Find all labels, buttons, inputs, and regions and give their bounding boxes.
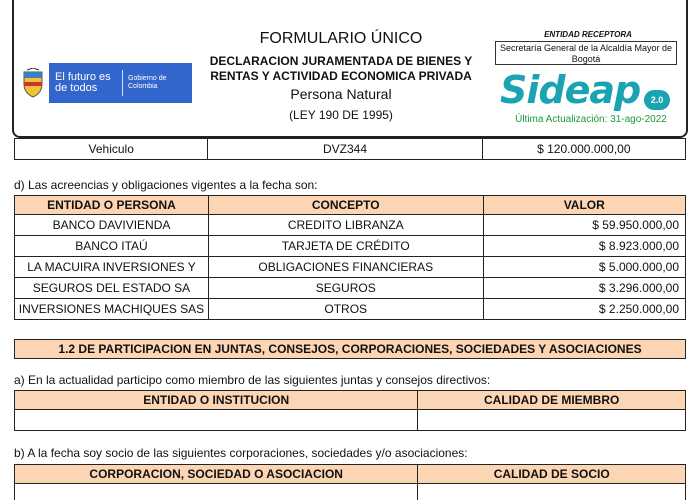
partners-heading: b) A la fecha soy socio de las siguientes corporaciones, sociedades y/o asociaciones:	[14, 446, 468, 460]
empty-cell	[15, 410, 418, 431]
obligations-heading: d) Las acreencias y obligaciones vigentes a la fecha son:	[14, 178, 318, 192]
boards-heading: a) En la actualidad participo como miembro de las siguientes juntas y consejos directivos:	[14, 373, 491, 387]
row-concept: CREDITO LIBRANZA	[208, 215, 483, 236]
table-row	[15, 278, 686, 299]
row-value: $ 3.296.000,00	[483, 278, 686, 299]
gov-logo-line2: Gobierno de Colombia	[128, 75, 167, 90]
table-row	[15, 257, 686, 278]
row-entity: LA MACUIRA INVERSIONES Y	[15, 257, 209, 278]
boards-table	[14, 390, 686, 431]
row-entity: INVERSIONES MACHIQUES SAS	[15, 299, 209, 320]
table-row	[15, 299, 686, 320]
col-partner-quality-header: CALIDAD DE SOCIO	[418, 465, 686, 484]
person-type: Persona Natural	[290, 86, 392, 102]
form-title: FORMULARIO ÚNICO	[259, 30, 423, 47]
row-value: $ 5.000.000,00	[483, 257, 686, 278]
col-institution-header: ENTIDAD O INSTITUCION	[15, 391, 418, 410]
vehicle-plate: DVZ344	[208, 139, 482, 159]
colombia-shield-icon	[17, 63, 49, 103]
col-entity-header: ENTIDAD O PERSONA	[15, 196, 209, 215]
receiving-entity-label: ENTIDAD RECEPTORA	[544, 30, 632, 39]
row-concept: OTROS	[208, 299, 483, 320]
col-member-quality-header: CALIDAD DE MIEMBRO	[418, 391, 686, 410]
partners-table	[14, 464, 686, 500]
col-concept-header: CONCEPTO	[208, 196, 483, 215]
form-subtitle-line1: DECLARACION JURAMENTADA DE BIENES Y	[209, 54, 473, 68]
col-value-header: VALOR	[483, 196, 686, 215]
empty-cell	[15, 484, 418, 500]
table-row	[15, 236, 686, 257]
col-corporation-header: CORPORACION, SOCIEDAD O ASOCIACION	[15, 465, 418, 484]
empty-cell	[418, 484, 686, 500]
table-row	[15, 410, 686, 431]
vehicle-row	[14, 138, 686, 160]
vehicle-value: $ 120.000.000,00	[537, 142, 631, 156]
gov-logo-divider	[122, 70, 123, 96]
row-value: $ 2.250.000,00	[483, 299, 686, 320]
row-entity: SEGUROS DEL ESTADO SA	[15, 278, 209, 299]
gov-logo-line1: El futuro es de todos	[55, 71, 111, 94]
sideap-logo	[500, 68, 670, 112]
row-concept: OBLIGACIONES FINANCIERAS	[208, 257, 483, 278]
empty-cell	[418, 410, 686, 431]
sideap-version: 2.0	[644, 90, 670, 110]
row-entity: BANCO DAVIVIENDA	[15, 215, 209, 236]
law-reference: (LEY 190 DE 1995)	[289, 108, 393, 122]
table-row	[15, 484, 686, 500]
row-entity: BANCO ITAÚ	[15, 236, 209, 257]
sideap-brand: Sideap	[500, 68, 641, 112]
row-value: $ 59.950.000,00	[483, 215, 686, 236]
form-subtitle-line2: RENTAS Y ACTIVIDAD ECONOMICA PRIVADA	[210, 69, 472, 83]
gov-logo	[17, 63, 192, 103]
section-1-2-title: 1.2 DE PARTICIPACION EN JUNTAS, CONSEJOS, CORPORACIONES, SOCIEDADES Y ASOCIACIONES	[14, 339, 686, 359]
form-subtitle	[200, 54, 482, 84]
last-update: Última Actualización: 31-ago-2022	[515, 114, 667, 125]
vehicle-type: Vehiculo	[15, 139, 208, 159]
table-row	[15, 215, 686, 236]
obligations-table	[14, 195, 686, 320]
row-concept: SEGUROS	[208, 278, 483, 299]
row-value: $ 8.923.000,00	[483, 236, 686, 257]
receiving-entity: Secretaría General de la Alcaldía Mayor de Bogotá	[495, 41, 677, 65]
row-concept: TARJETA DE CRÉDITO	[208, 236, 483, 257]
